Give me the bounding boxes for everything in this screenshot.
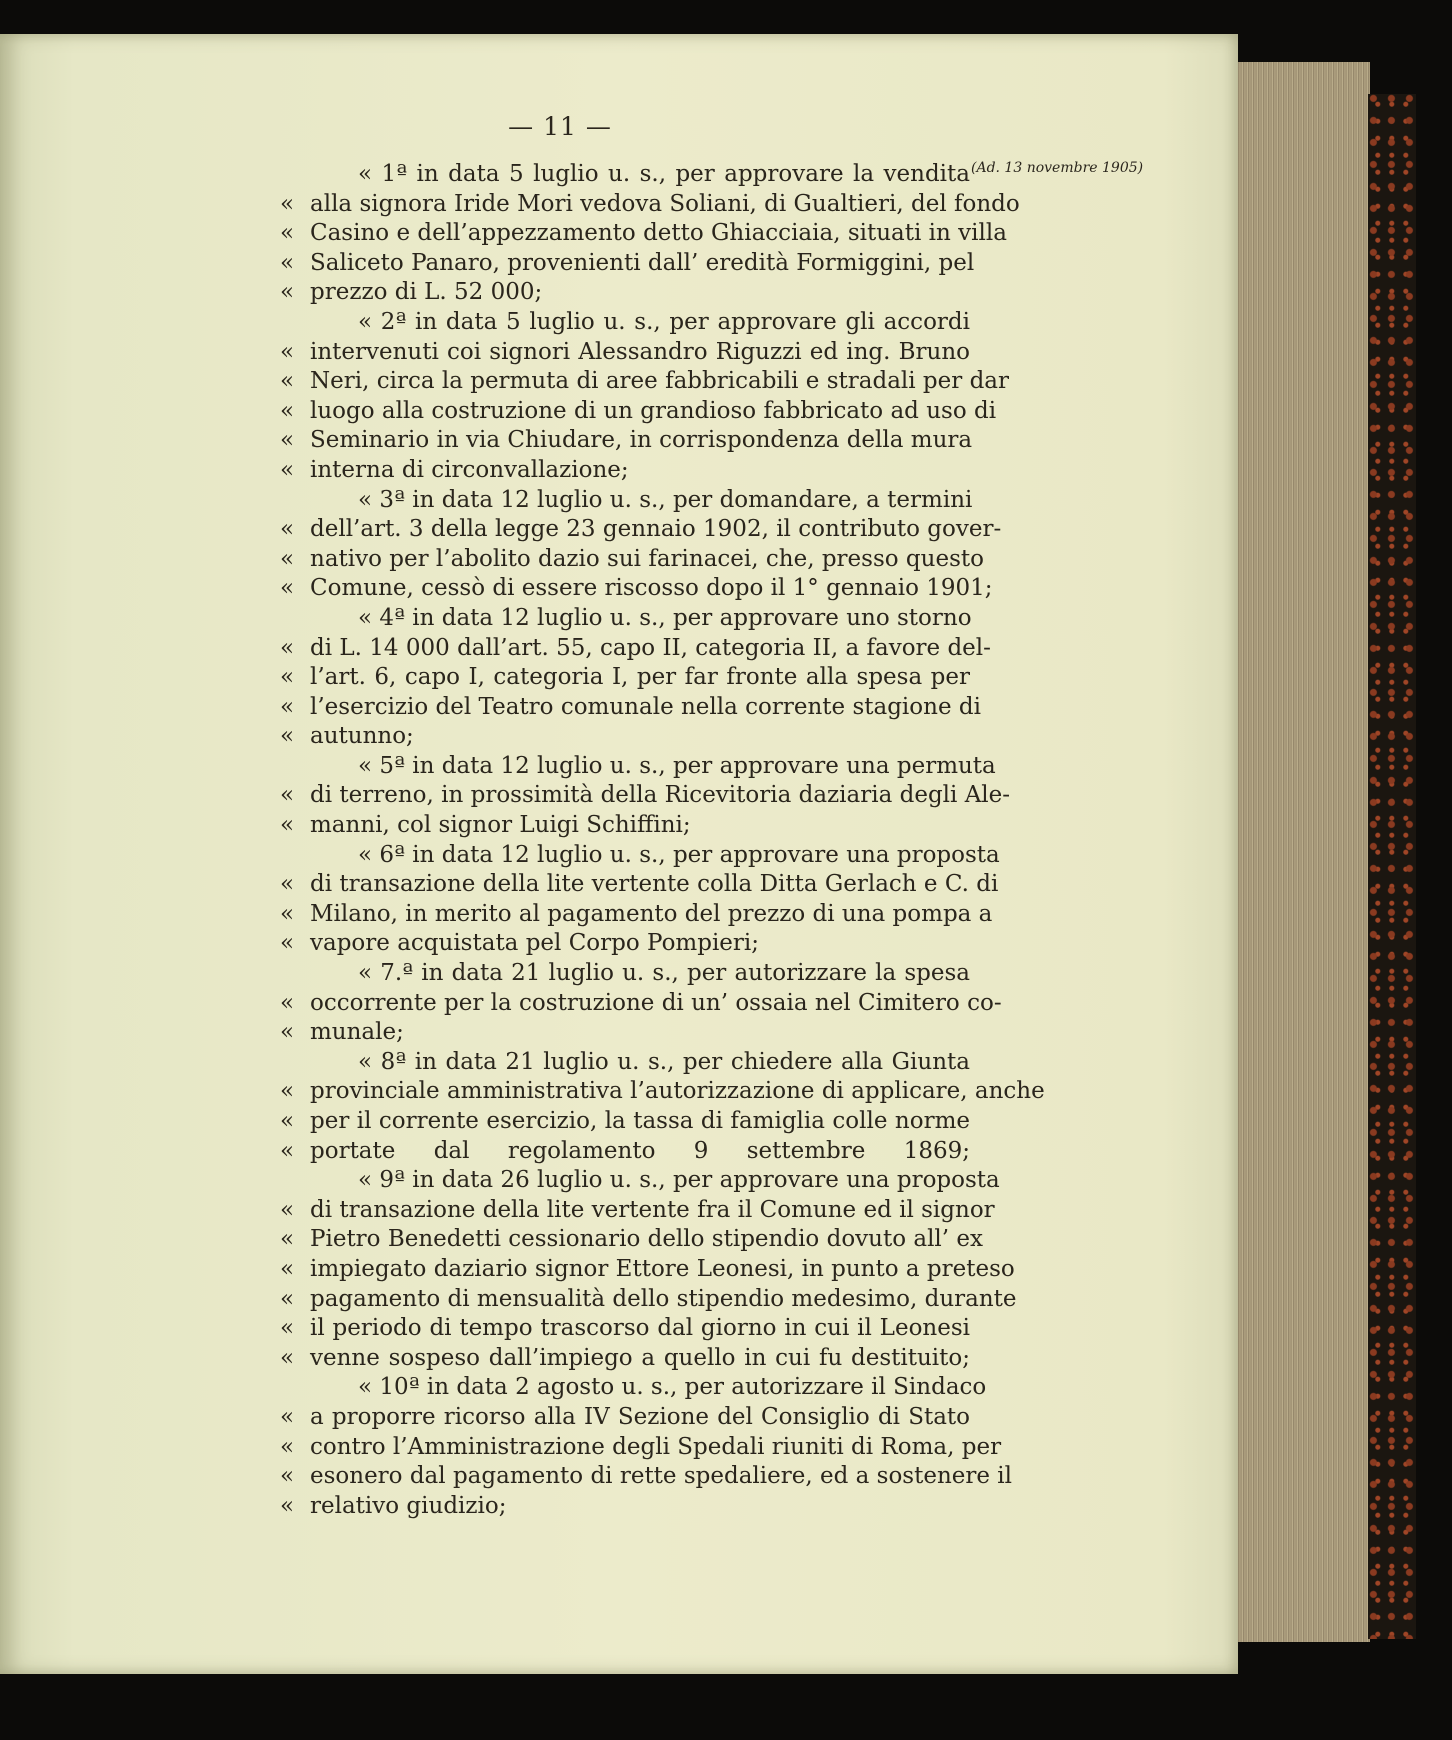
quote-mark: «: [280, 900, 295, 927]
quote-mark: «: [280, 1078, 295, 1105]
quote-mark: «: [280, 1196, 295, 1223]
text-line-content: l’art. 6, capo I, categoria I, per far fronte alla spesa per: [310, 664, 970, 691]
text-line: [280, 338, 970, 368]
text-line: [280, 574, 993, 604]
text-line: [280, 752, 996, 782]
quote-mark: «: [280, 989, 295, 1016]
page-number: — 11 —: [508, 112, 612, 141]
text-line-content: Pietro Benedetti cessionario dello stipendio dovuto all’ ex: [310, 1226, 983, 1253]
text-line: [280, 1314, 970, 1344]
text-line-content: relativo giudizio;: [310, 1492, 507, 1519]
quote-mark: «: [280, 1463, 295, 1490]
text-line-content: impiegato daziario signor Ettore Leonesi, in punto a preteso: [310, 1255, 1015, 1282]
text-line-content: occorrente per la costruzione di un’ ossaia nel Cimitero co-: [310, 989, 1002, 1016]
text-line-content: di L. 14 000 dall’art. 55, capo II, categoria II, a favore del-: [310, 634, 991, 661]
quote-mark: «: [280, 634, 295, 661]
text-line: [280, 693, 981, 723]
text-line: [280, 456, 970, 486]
text-line: [280, 1492, 970, 1522]
text-line: [280, 1255, 1015, 1285]
text-line: [280, 249, 975, 279]
text-line: [280, 1373, 987, 1403]
text-line: [280, 663, 970, 693]
text-line-content: di terreno, in prossimità della Ricevitoria daziaria degli Ale-: [310, 782, 1011, 809]
text-line-content: « 8ª in data 21 luglio u. s., per chiedere alla Giunta: [358, 1048, 970, 1075]
text-line: [280, 1166, 1000, 1196]
body-text: [280, 160, 1045, 1521]
text-line-content: l’esercizio del Teatro comunale nella corrente stagione di: [310, 693, 981, 720]
text-line: [280, 367, 1009, 397]
quote-mark: «: [280, 1226, 295, 1253]
text-line: [280, 959, 970, 989]
quote-mark: «: [280, 1285, 295, 1312]
quote-mark: «: [280, 812, 295, 839]
quote-mark: «: [280, 930, 295, 957]
text-line: [280, 278, 970, 308]
quote-mark: «: [280, 575, 295, 602]
text-line: [280, 1137, 970, 1167]
text-line: [280, 1433, 1002, 1463]
text-line-content: Saliceto Panaro, provenienti dall’ eredità Formiggini, pel: [310, 249, 975, 276]
text-line-content: luogo alla costruzione di un grandioso fabbricato ad uso di: [310, 397, 997, 424]
text-line: [280, 781, 1011, 811]
quote-mark: «: [280, 782, 295, 809]
text-line: [280, 900, 993, 930]
text-line-content: Neri, circa la permuta di aree fabbricabili e stradali per dar: [310, 368, 1009, 395]
text-line-content: Casino e dell’appezzamento detto Ghiacciaia, situati in villa: [310, 220, 1007, 247]
quote-mark: «: [280, 1255, 295, 1282]
text-line-content: « 2ª in data 5 luglio u. s., per approvare gli accordi: [358, 308, 970, 335]
quote-mark: «: [280, 871, 295, 898]
quote-mark: «: [280, 397, 295, 424]
book-cover-edge: [1368, 94, 1416, 1639]
text-line-content: dell’art. 3 della legge 23 gennaio 1902, il contributo gover-: [310, 516, 1002, 543]
text-line: [280, 1077, 1045, 1107]
text-line: [280, 989, 1002, 1019]
text-line-content: manni, col signor Luigi Schiffini;: [310, 812, 691, 839]
text-line-content: « 5ª in data 12 luglio u. s., per approvare una permuta: [358, 752, 996, 779]
text-line-content: vapore acquistata pel Corpo Pompieri;: [310, 930, 760, 957]
quote-mark: «: [280, 664, 295, 691]
text-line: [280, 1344, 970, 1374]
text-line-content: intervenuti coi signori Alessandro Riguzzi ed ing. Bruno: [310, 338, 970, 365]
text-line: [280, 515, 1002, 545]
text-line: [280, 308, 970, 338]
quote-mark: «: [280, 456, 295, 483]
quote-mark: «: [280, 723, 295, 750]
text-line-content: nativo per l’abolito dazio sui farinacei, che, presso questo: [310, 545, 984, 572]
quote-mark: «: [280, 545, 295, 572]
text-line-content: « 10ª in data 2 agosto u. s., per autorizzare il Sindaco: [358, 1374, 987, 1401]
text-line-content: di transazione della lite vertente fra il Comune ed il signor: [310, 1196, 995, 1223]
text-line: [280, 545, 984, 575]
text-line: [280, 486, 973, 516]
text-line: [280, 634, 991, 664]
text-line-content: prezzo di L. 52 000;: [310, 279, 543, 306]
text-line-content: esonero dal pagamento di rette spedaliere, ed a sostenere il: [310, 1463, 1013, 1490]
quote-mark: «: [280, 338, 295, 365]
quote-mark: «: [280, 220, 295, 247]
quote-mark: «: [280, 1108, 295, 1134]
text-line-content: Seminario in via Chiudare, in corrispondenza della mura: [310, 427, 973, 454]
text-line-content: provinciale amministrativa l’autorizzazione di applicare, anche: [310, 1078, 1045, 1105]
quote-mark: «: [280, 368, 295, 395]
text-line: [280, 722, 970, 752]
quote-mark: «: [280, 249, 295, 276]
quote-mark: «: [280, 1344, 295, 1371]
text-line-content: « 1ª in data 5 luglio u. s., per approvare la vendita: [358, 161, 970, 187]
text-line: [280, 190, 1020, 220]
text-line-content: autunno;: [310, 723, 414, 750]
text-line: [280, 1107, 970, 1137]
text-line-content: pagamento di mensualità dello stipendio medesimo, durante: [310, 1285, 1017, 1312]
text-line-content: alla signora Iride Mori vedova Soliani, di Gualtieri, del fondo: [310, 190, 1020, 217]
quote-mark: «: [280, 693, 295, 720]
quote-mark: «: [280, 1403, 295, 1430]
text-line: [280, 219, 1007, 249]
text-line: [280, 1403, 970, 1433]
text-line: [280, 426, 973, 456]
text-line: [280, 1225, 983, 1255]
text-line-content: interna di circonvallazione;: [310, 456, 629, 483]
quote-mark: «: [280, 1433, 295, 1460]
quote-mark: «: [280, 1019, 295, 1046]
quote-mark: «: [280, 279, 295, 306]
text-line: [280, 870, 999, 900]
text-line-content: « 7.ª in data 21 luglio u. s., per autorizzare la spesa: [358, 960, 970, 987]
quote-mark: «: [280, 1492, 295, 1519]
text-line-content: « 6ª in data 12 luglio u. s., per approvare una proposta: [358, 841, 1000, 868]
text-line-content: Milano, in merito al pagamento del prezzo di una pompa a: [310, 900, 993, 927]
text-line-content: venne sospeso dall’impiego a quello in cui fu destituito;: [310, 1344, 970, 1371]
text-line-content: « 3ª in data 12 luglio u. s., per domandare, a termini: [358, 486, 973, 513]
text-line: [280, 811, 970, 841]
text-line: [280, 1018, 970, 1048]
text-line-content: portate dal regolamento 9 settembre 1869;: [310, 1137, 970, 1164]
quote-mark: «: [280, 1137, 295, 1164]
text-line-content: a proporre ricorso alla IV Sezione del Consiglio di Stato: [310, 1403, 970, 1430]
text-line-content: di transazione della lite vertente colla Ditta Gerlach e C. di: [310, 871, 999, 898]
quote-mark: «: [280, 190, 295, 217]
text-line-content: « 4ª in data 12 luglio u. s., per approvare uno storno: [358, 604, 972, 631]
text-line: [280, 1285, 1017, 1315]
text-line-content: per il corrente esercizio, la tassa di famiglia colle norme: [310, 1108, 970, 1134]
text-line-content: contro l’Amministrazione degli Spedali riuniti di Roma, per: [310, 1433, 1002, 1460]
text-line: [280, 1462, 1013, 1492]
text-line-content: munale;: [310, 1019, 404, 1046]
text-line: [280, 397, 997, 427]
quote-mark: «: [280, 516, 295, 543]
book-fore-edge: [1238, 62, 1370, 1642]
text-line: [280, 841, 1000, 871]
margin-note: (Ad. 13 novembre 1905): [971, 160, 1144, 176]
text-line: [280, 929, 970, 959]
text-line-content: « 9ª in data 26 luglio u. s., per approvare una proposta: [358, 1167, 1000, 1194]
text-line: [280, 160, 970, 190]
text-line: [280, 1196, 995, 1226]
quote-mark: «: [280, 427, 295, 454]
text-line-content: il periodo di tempo trascorso dal giorno in cui il Leonesi: [310, 1315, 970, 1342]
text-line-content: Comune, cessò di essere riscosso dopo il 1° gennaio 1901;: [310, 575, 993, 602]
text-line: [280, 604, 970, 634]
quote-mark: «: [280, 1315, 295, 1342]
text-line: [280, 1048, 970, 1078]
